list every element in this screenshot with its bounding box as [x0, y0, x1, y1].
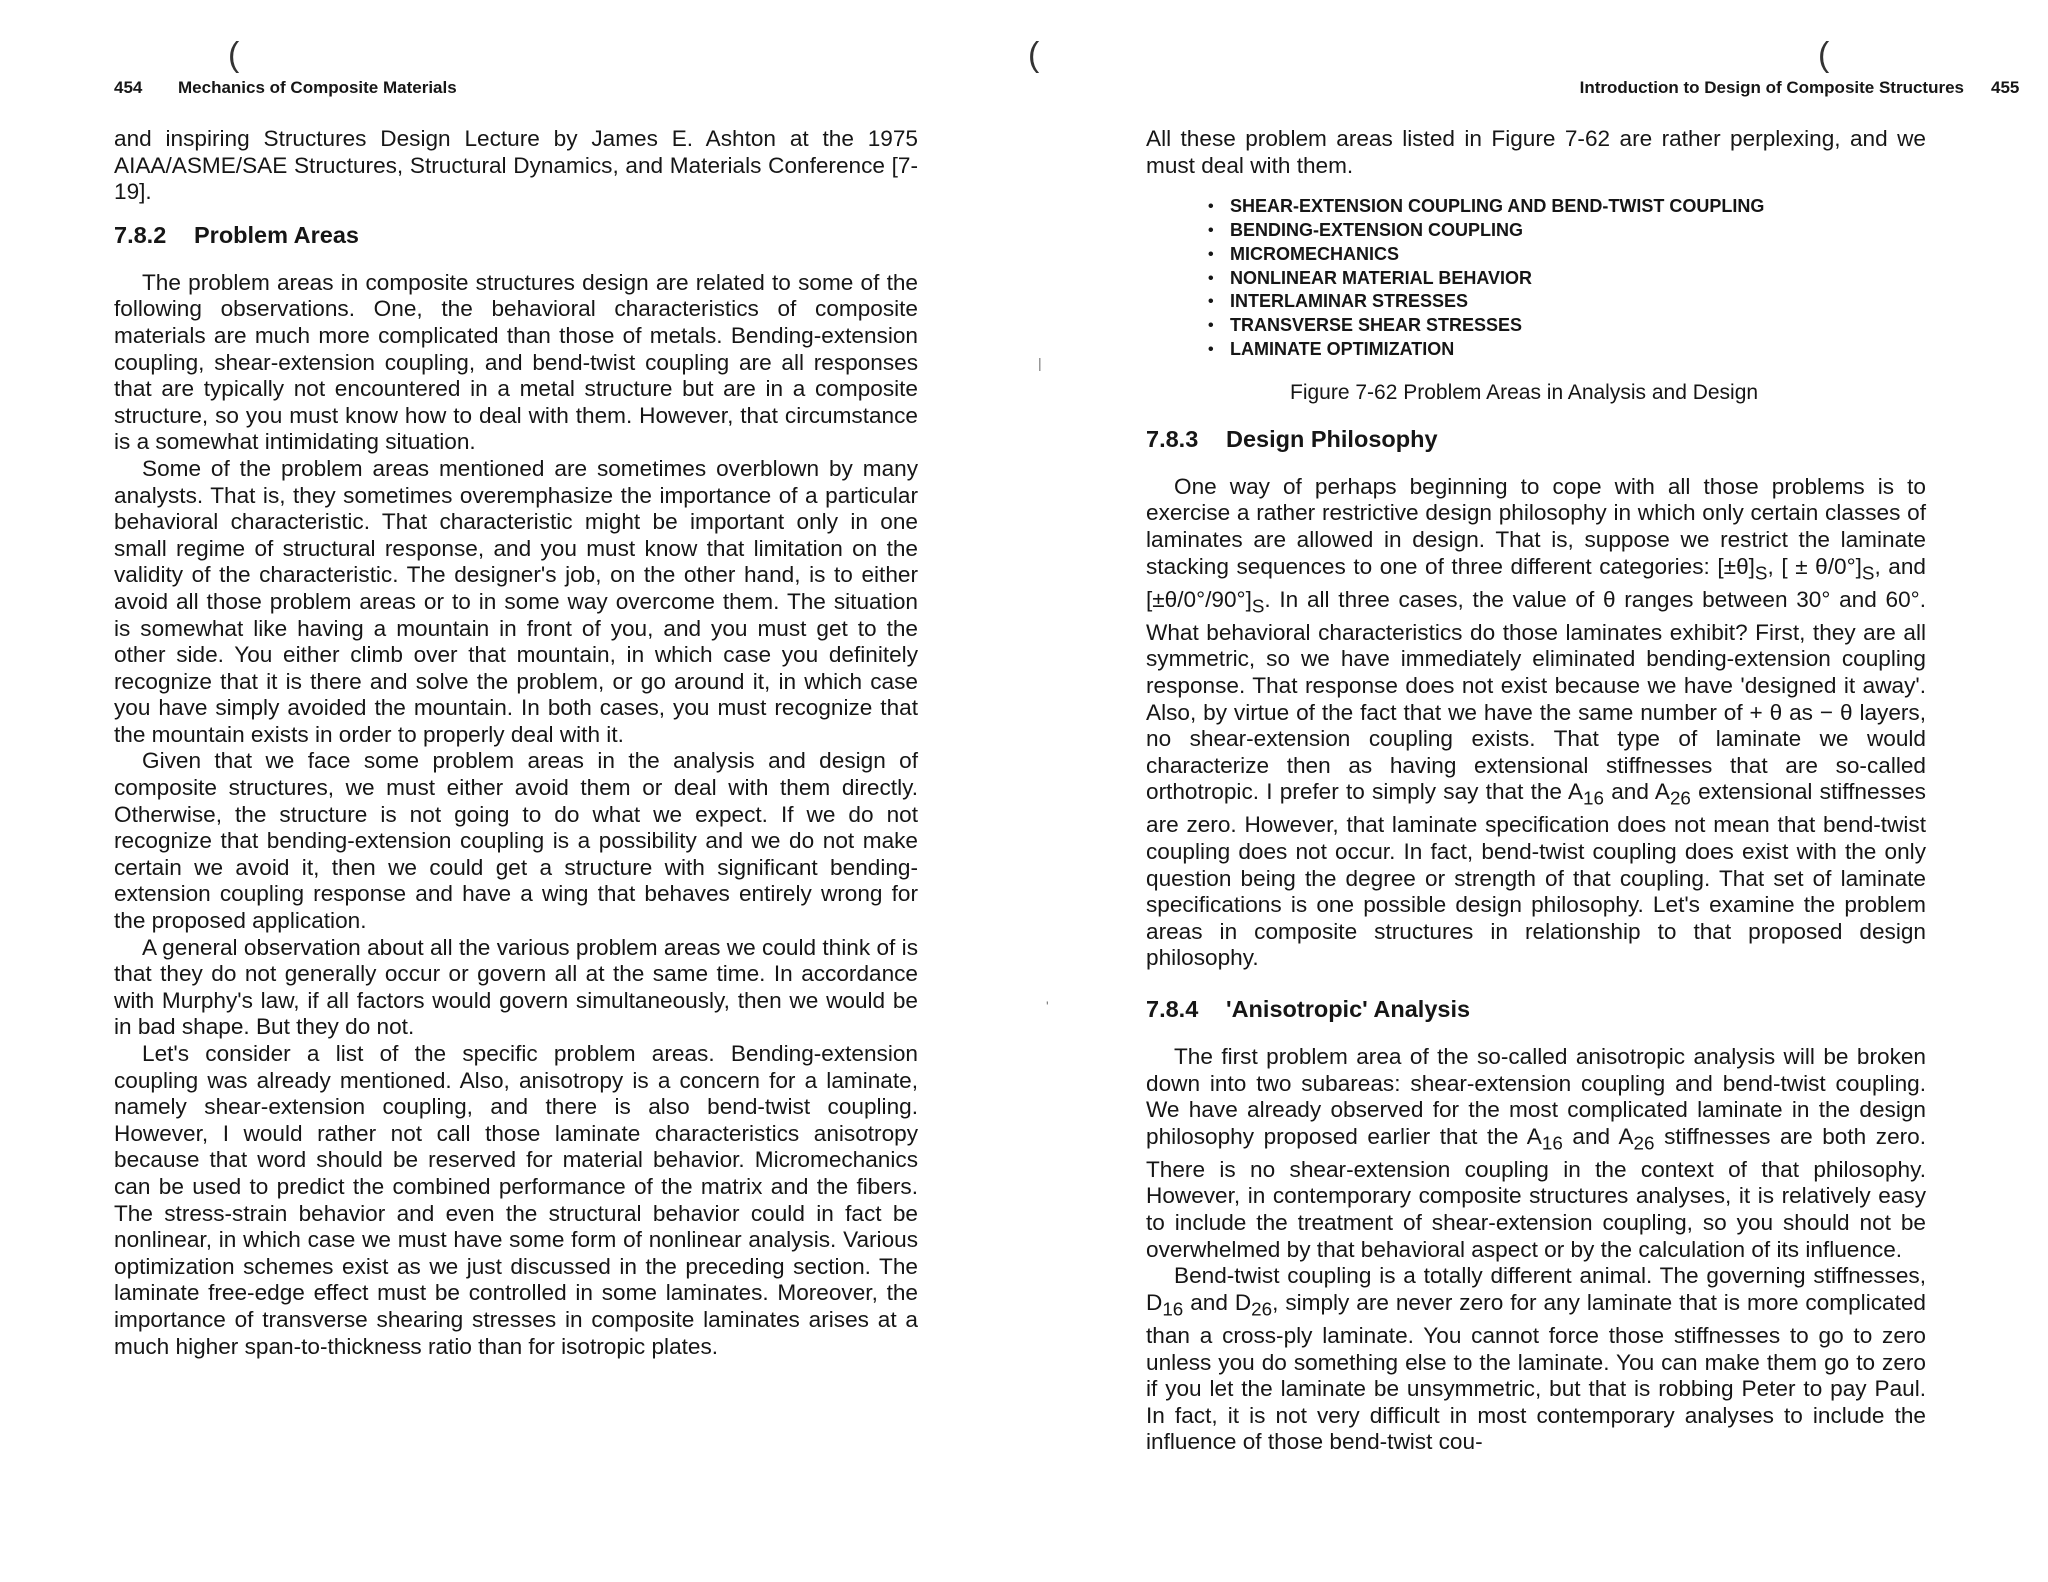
section-title: Problem Areas [194, 221, 360, 248]
paragraph: A general observation about all the various problem areas we could think of is that they do not generally occur or govern all at the same time. In accordance with Murphy's law, if all factors would govern simultaneously, then we would be in bad shape. But they do not. [114, 934, 918, 1040]
bullet-icon: • [1208, 269, 1214, 287]
section-heading [114, 220, 918, 250]
text-column-left [114, 126, 918, 1360]
running-head: Mechanics of Composite Materials [178, 78, 457, 97]
running-head: Introduction to Design of Composite Structures [1579, 78, 1964, 97]
scan-mark: ( [228, 36, 240, 74]
paragraph: Let's consider a list of the specific problem areas. Bending-extension coupling was already mentioned. Also, anisotropy is a concern for a laminate, namely shear-extension coupling, and there is also bend-twist coupling. However, I would rather not call those laminate characteristics anisotropy because that word should be reserved for material behavior. Micromechanics can be used to predict the combined performance of the matrix and the fibers. The stress-strain behavior and even the structural behavior could in fact be nonlinear, in which case we must have some form of nonlinear analysis. Various optimization schemes exist as we just discussed in the preceding section. The laminate free-edge effect must be controlled in some laminates. Moreover, the importance of transverse shearing stresses in composite laminates arises at a much higher span-to-thickness ratio than for isotropic plates. [114, 1041, 918, 1359]
section-heading [1146, 994, 1926, 1024]
section-number: 7.8.4 [1146, 996, 1199, 1022]
page-number: 455 [1991, 78, 2020, 97]
text-column-right [1146, 126, 1926, 1456]
bullet-icon: • [1208, 198, 1214, 216]
scan-speck: | [1038, 355, 1042, 371]
paragraph: and inspiring Structures Design Lecture by James E. Ashton at the 1975 AIAA/ASME/SAE Structures, Structural Dynamics, and Materials Conference [7-19]. [114, 126, 918, 205]
figure-7-62 [1146, 195, 1926, 406]
right-page [1024, 0, 2048, 1582]
bullet-icon: • [1208, 245, 1214, 263]
bullet-icon: • [1208, 340, 1214, 358]
bullet-icon: • [1208, 317, 1214, 335]
problem-areas-list [1202, 195, 1926, 362]
section-title: Design Philosophy [1226, 425, 1438, 452]
paragraph: All these problem areas listed in Figure 7-62 are rather perplexing, and we must deal with them. [1146, 126, 1926, 178]
paragraph: The first problem area of the so-called anisotropic analysis will be broken down into two subareas: shear-extension coupling and bend-twist coupling. We have already observed for the most complicated laminate in the design philosophy proposed earlier that the $A_{16}$ and $A_{26}$ stiffnesses are both zero. There is no shear-extension coupling in the context of that philosophy. However, in contemporary composite structures analyses, it is relatively easy to include the treatment of shear-extension coupling, so you should not be overwhelmed by that behavioral aspect or by the calculation of its influence. [1146, 1044, 1927, 1262]
bullet-icon: • [1208, 293, 1214, 311]
list-item: • LAMINATE OPTIMIZATION [1202, 338, 1926, 362]
page-number: 454 [114, 78, 143, 97]
list-item: • TRANSVERSE SHEAR STRESSES [1202, 314, 1926, 338]
figure-caption: Figure 7-62 Problem Areas in Analysis and Design [1290, 380, 1759, 404]
paragraph: Some of the problem areas mentioned are sometimes overblown by many analysts. That is, they sometimes overemphasize the importance of a particular behavioral characteristic. That characteristic might be important only in one small regime of structural response, and you must know that limitation on the validity of the characteristic. The designer's job, on the other hand, is to either avoid all those problem areas or to in some way overcome them. The situation is somewhat like having a mountain in front of you, and you must get to the other side. You either climb over that mountain, in which case you definitely recognize that it is there and solve the problem, or go around it, in which case you have simply avoided the mountain. In both cases, you must recognize that the mountain exists in order to properly deal with it. [114, 455, 918, 747]
scan-mark: ( [1028, 36, 1040, 74]
list-item: • SHEAR-EXTENSION COUPLING AND BEND-TWIST COUPLING [1202, 195, 1926, 219]
list-item: • INTERLAMINAR STRESSES [1202, 290, 1926, 314]
list-item: • BENDING-EXTENSION COUPLING [1202, 219, 1926, 243]
paragraph: The problem areas in composite structures design are related to some of the following observations. One, the behavioral characteristics of composite materials are much more complicated than those of metals. Bending-extension coupling, shear-extension coupling, and bend-twist coupling are all responses that are typically not encountered in a metal structure but are in a composite structure, so you must know how to deal with them. However, that circumstance is a somewhat intimidating situation. [114, 269, 918, 455]
paragraph: Bend-twist coupling is a totally different animal. The governing stiffnesses, $D_{16}$ and $D_{26}$, simply are never zero for any laminate that is more complicated than a cross-ply laminate. You cannot force those stiffnesses to go to zero unless you do something else to the laminate. You can make them go to zero if you let the laminate be unsymmetric, but that is robbing Peter to pay Paul. In fact, it is not very difficult in most contemporary analyses to include the influence of those bend-twist cou- [1146, 1263, 1926, 1455]
section-number: 7.8.2 [114, 221, 167, 248]
section-number: 7.8.3 [1146, 425, 1199, 452]
paragraph: Given that we face some problem areas in the analysis and design of composite structures, we must either avoid them or deal with them directly. Otherwise, the structure is not going to do what we expect. If we do not recognize that bending-extension coupling is a possibility and we do not make certain we avoid it, then we could get a structure with significant bending-extension coupling response and have a wing that behaves entirely wrong for the proposed application. [114, 748, 918, 934]
scan-mark: ( [1818, 36, 1830, 74]
section-title: 'Anisotropic' Analysis [1226, 996, 1471, 1022]
bullet-icon: • [1208, 221, 1214, 239]
list-item: • NONLINEAR MATERIAL BEHAVIOR [1202, 267, 1926, 291]
scan-speck: ' [1046, 998, 1049, 1014]
paragraph: One way of perhaps beginning to cope with all those problems is to exercise a rather restrictive design philosophy in which only certain classes of laminates are allowed in design. That is, suppose we restrict the laminate stacking sequences to one of three different categories: $[\pm\theta]_S$, [ ± $\theta/0^\circ]_S$, and $[\pm\theta/0^\circ/90^\circ]_S$. In all three cases, the value of θ ranges between 30° and 60°. What behavioral characteristics do those laminates exhibit? First, they are all symmetric, so we have immediately eliminated bending-extension coupling response. That response does not exist because we have 'designed it away'. Also, by virtue of the fact that we have the same number of + θ as − θ layers, no shear-extension coupling exists. That type of laminate we would characterize then as having extensional stiffnesses that are so-called orthotropic. I prefer to simply say that the $A_{16}$ and $A_{26}$ extensional stiffnesses are zero. However, that laminate specification does not mean that bend-twist coupling does not occur. In fact, bend-twist coupling does exist with the only question being the degree or strength of that coupling. That set of laminate specifications is one possible design philosophy. Let's examine the problem areas in composite structures in relationship to that proposed design philosophy. [1146, 473, 1927, 971]
list-item: • MICROMECHANICS [1202, 243, 1926, 267]
section-heading [1146, 424, 1926, 454]
